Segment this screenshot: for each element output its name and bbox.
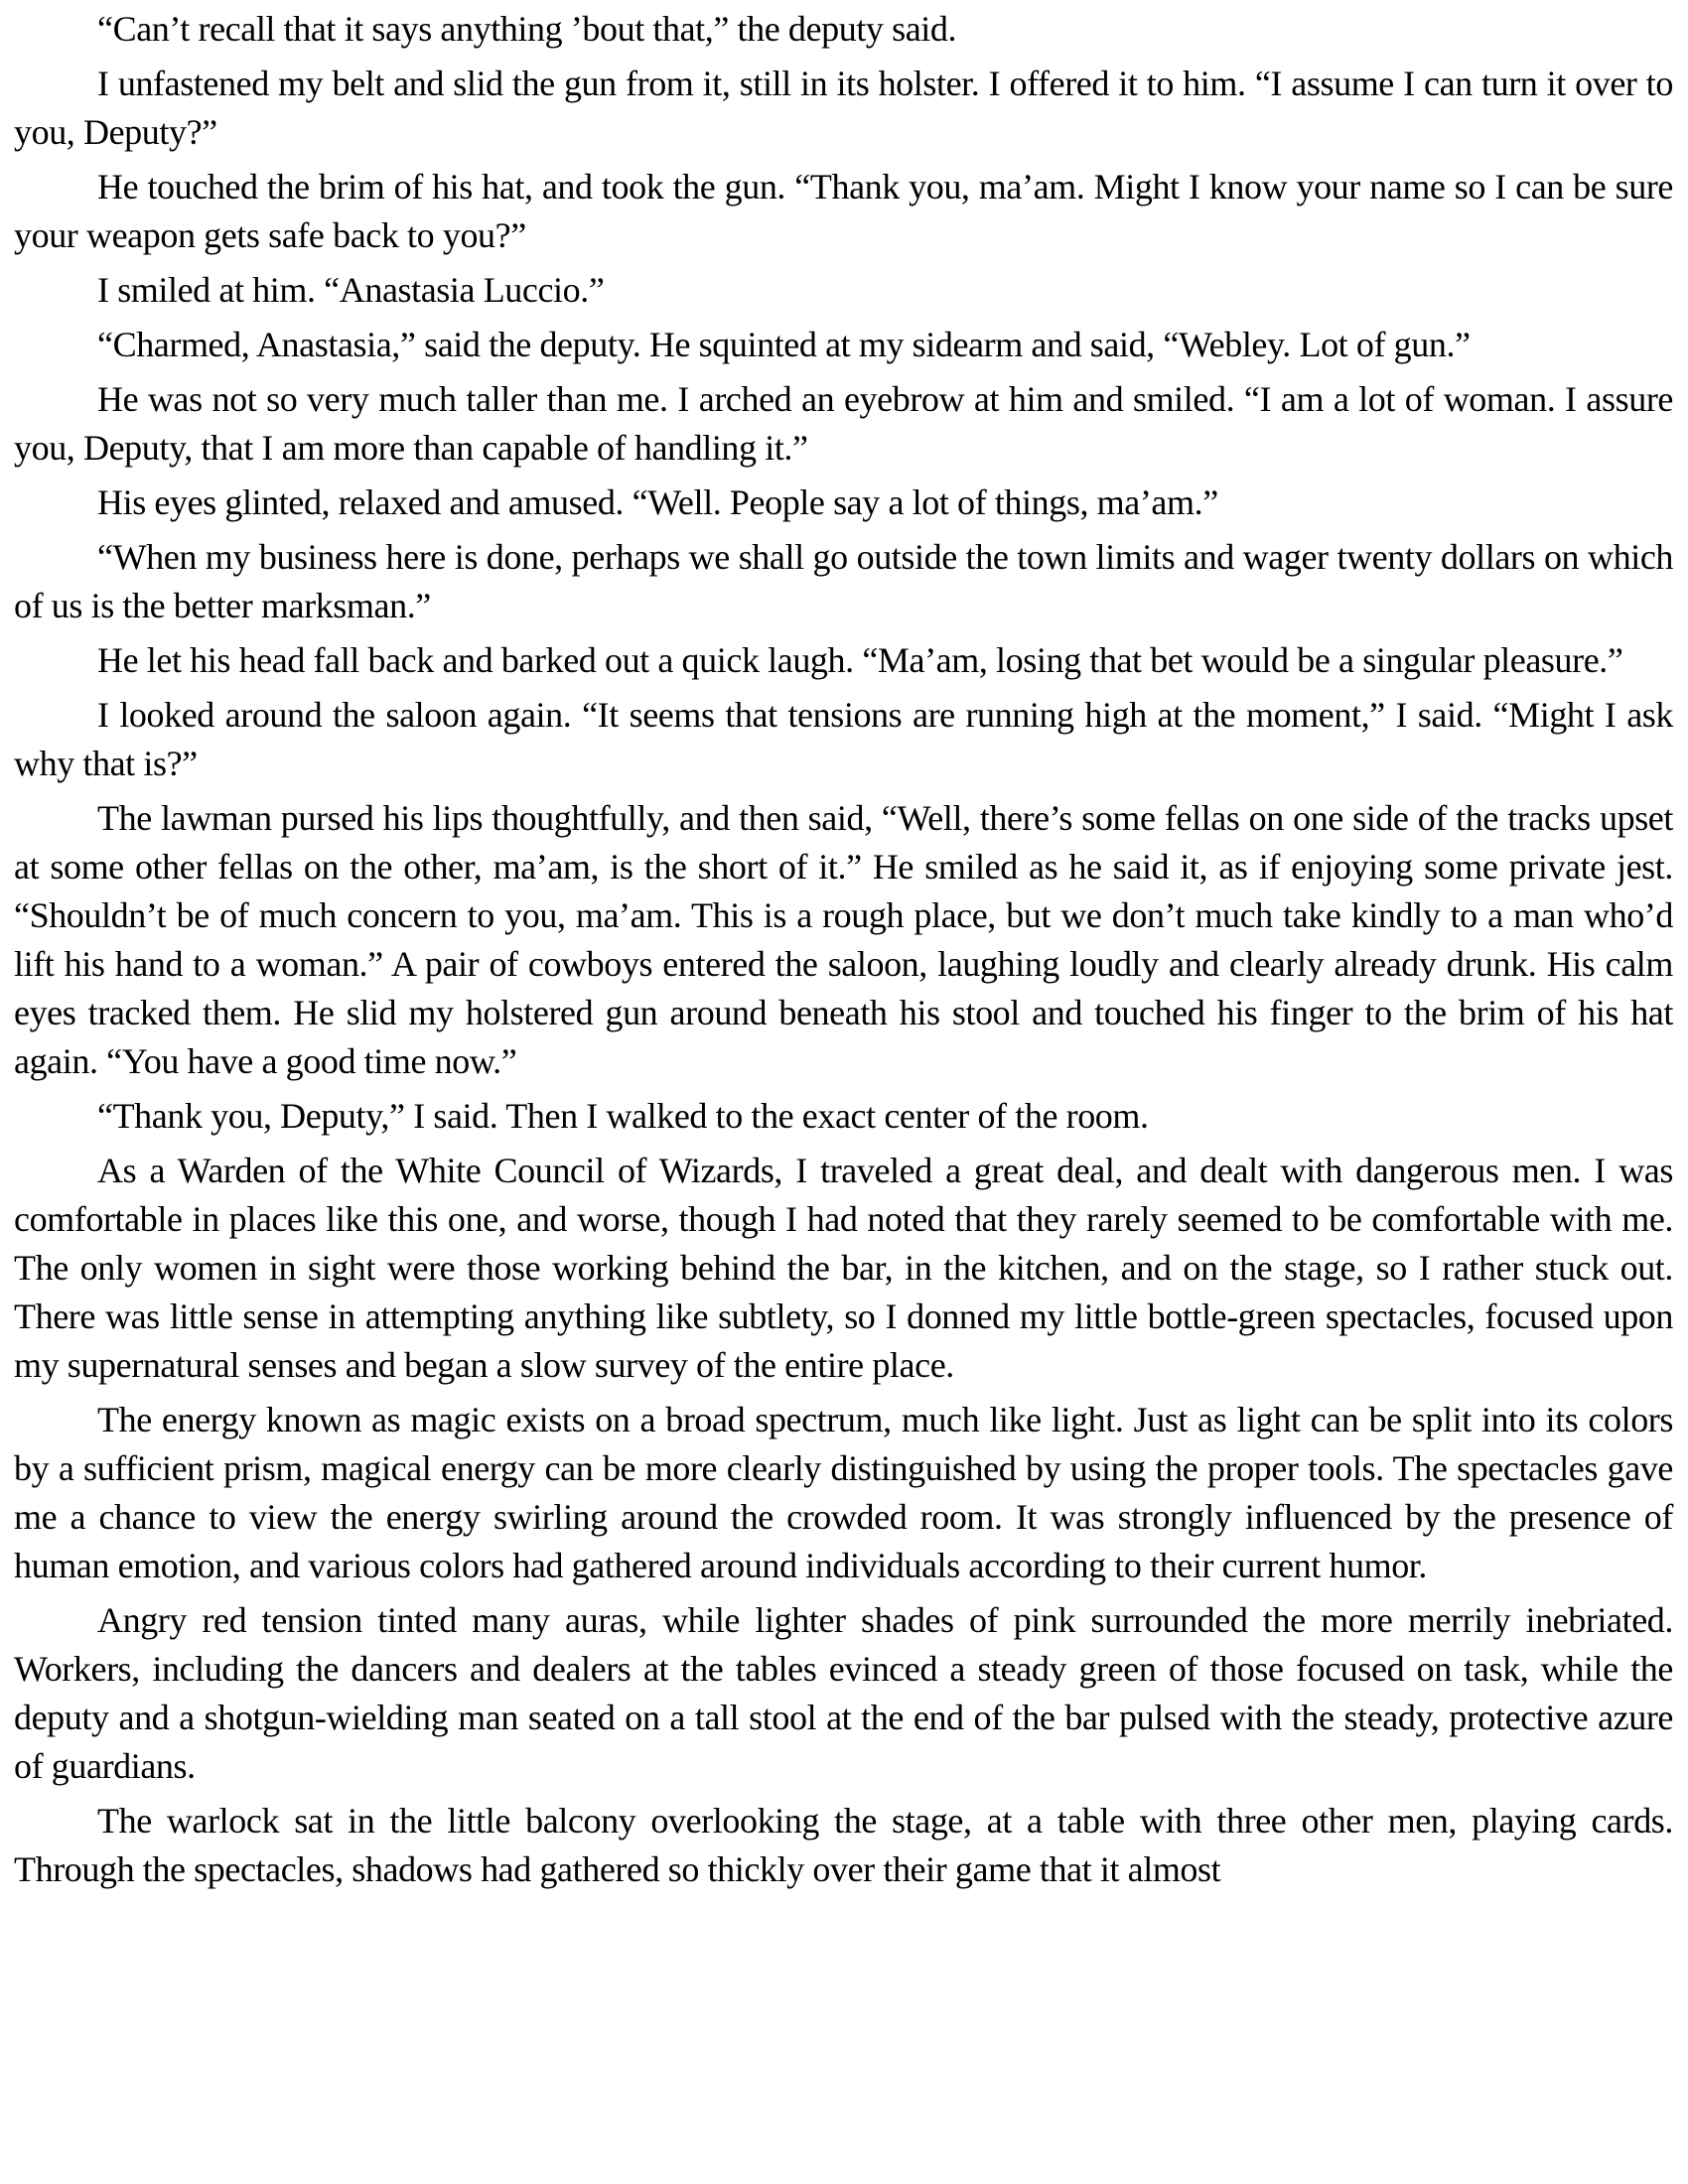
- paragraph: “Thank you, Deputy,” I said. Then I walked to the exact center of the room.: [97, 1096, 1149, 1136]
- paragraph: The warlock sat in the little balcony overlooking the stage, at a table with three other men, playing cards. Through the spectacles, shadows had gathered so thickly over their game that it almost: [14, 1801, 1673, 1889]
- paragraph: As a Warden of the White Council of Wizards, I traveled a great deal, and dealt with dangerous men. I was comfortable in places like this one, and worse, though I had noted that they rarely seemed to be comfortable with me. The only women in sight were those working behind the bar, in the kitchen, and on the stage, so I rather stuck out. There was little sense in attempting anything like subtlety, so I donned my little bottle-green spectacles, focused upon my supernatural senses and began a slow survey of the entire place.: [14, 1151, 1673, 1385]
- paragraph: His eyes glinted, relaxed and amused. “Well. People say a lot of things, ma’am.”: [97, 482, 1218, 522]
- paragraph: He was not so very much taller than me. I arched an eyebrow at him and smiled. “I am a lot of woman. I assure you, Deputy, that I am more than capable of handling it.”: [14, 379, 1673, 468]
- paragraph: Angry red tension tinted many auras, while lighter shades of pink surrounded the more merrily inebriated. Workers, including the dancers and dealers at the tables evinced a steady green of those focused on task, while the deputy and a shotgun-wielding man seated on a tall stool at the end of the bar pulsed with the steady, protective azure of guardians.: [14, 1600, 1673, 1786]
- paragraph: “When my business here is done, perhaps we shall go outside the town limits and wager twenty dollars on which of us is the better marksman.”: [14, 537, 1673, 625]
- paragraph: The energy known as magic exists on a broad spectrum, much like light. Just as light can be split into its colors by a sufficient prism, magical energy can be more clearly distinguished by using the proper tools. The spectacles gave me a chance to view the energy swirling around the crowded room. It was strongly influenced by the presence of human emotion, and various colors had gathered around individuals according to their current humor.: [14, 1400, 1673, 1585]
- paragraph: I looked around the saloon again. “It seems that tensions are running high at the moment,” I said. “Might I ask why that is?”: [14, 695, 1673, 783]
- paragraph: He let his head fall back and barked out a quick laugh. “Ma’am, losing that bet would be a singular pleasure.”: [97, 640, 1623, 680]
- page-text: [14, 5, 1673, 1894]
- paragraph: “Can’t recall that it says anything ’bout that,” the deputy said.: [97, 9, 957, 49]
- paragraph: I unfastened my belt and slid the gun from it, still in its holster. I offered it to him. “I assume I can turn it over to you, Deputy?”: [14, 64, 1673, 152]
- paragraph: “Charmed, Anastasia,” said the deputy. He squinted at my sidearm and said, “Webley. Lot of gun.”: [97, 325, 1471, 364]
- paragraph: The lawman pursed his lips thoughtfully, and then said, “Well, there’s some fellas on one side of the tracks upset at some other fellas on the other, ma’am, is the short of it.” He smiled as he said it, as if enjoying some private jest. “Shouldn’t be of much concern to you, ma’am. This is a rough place, but we don’t much take kindly to a man who’d lift his hand to a woman.” A pair of cowboys entered the saloon, laughing loudly and clearly already drunk. His calm eyes tracked them. He slid my holstered gun around beneath his stool and touched his finger to the brim of his hat again. “You have a good time now.”: [14, 798, 1673, 1081]
- paragraph: I smiled at him. “Anastasia Luccio.”: [97, 270, 605, 310]
- paragraph: He touched the brim of his hat, and took the gun. “Thank you, ma’am. Might I know your name so I can be sure your weapon gets safe back to you?”: [14, 167, 1673, 255]
